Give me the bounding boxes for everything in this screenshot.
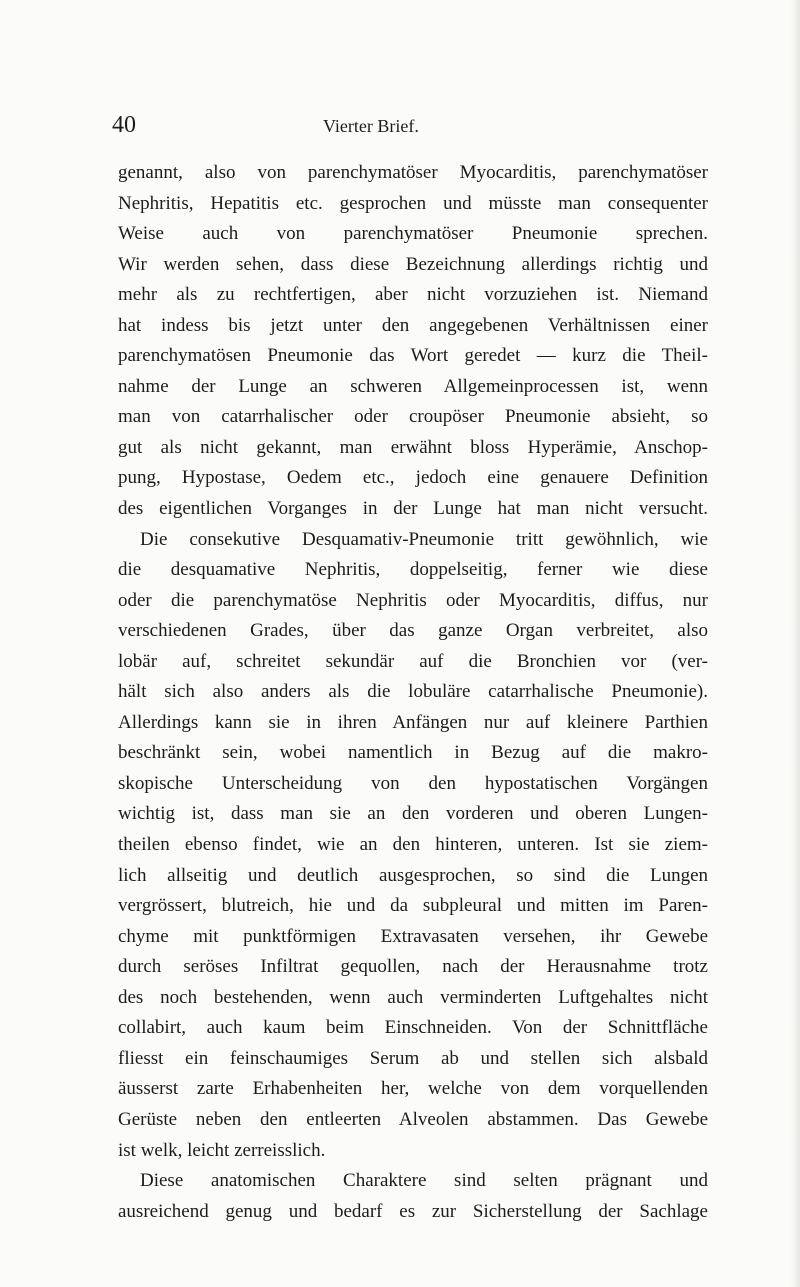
- text-line: fliesst ein feinschaumiges Serum ab und stellen sich alsbald: [118, 1047, 708, 1069]
- text-line: äusserst zarte Erhabenheiten her, welche von dem vorquellenden: [118, 1078, 708, 1100]
- text-line: lobär auf, schreitet sekundär auf die Bronchien vor (ver-: [118, 650, 708, 672]
- text-line: gut als nicht gekannt, man erwähnt bloss Hyperämie, Anschop-: [118, 436, 708, 458]
- text-line: Nephritis, Hepatitis etc. gesprochen und müsste man consequenter: [118, 192, 708, 214]
- text-line: Allerdings kann sie in ihren Anfängen nur auf kleinere Parthien: [118, 711, 708, 733]
- text-line: hat indess bis jetzt unter den angegebenen Verhältnissen einer: [118, 314, 708, 336]
- text-line: vergrössert, blutreich, hie und da subpleural und mitten im Paren-: [118, 895, 708, 917]
- text-line: ausreichend genug und bedarf es zur Sicherstellung der Sachlage: [118, 1200, 708, 1222]
- text-line: genannt, also von parenchymatöser Myocarditis, parenchymatöser: [118, 162, 708, 183]
- text-line: collabirt, auch kaum beim Einschneiden. Von der Schnittfläche: [118, 1017, 708, 1039]
- page-number: 40: [112, 112, 136, 138]
- text-line: oder die parenchymatöse Nephritis oder Myocarditis, diffus, nur: [118, 589, 708, 611]
- running-header: [112, 112, 712, 142]
- text-line: Gerüste neben den entleerten Alveolen abstammen. Das Gewebe: [118, 1108, 708, 1130]
- text-line: nahme der Lunge an schweren Allgemeinprocessen ist, wenn: [118, 375, 708, 397]
- text-line: chyme mit punktförmigen Extravasaten versehen, ihr Gewebe: [118, 925, 708, 947]
- text-line: Die consekutive Desquamativ-Pneumonie tritt gewöhnlich, wie: [140, 528, 708, 550]
- text-line: beschränkt sein, wobei namentlich in Bezug auf die makro-: [118, 742, 708, 764]
- text-line: wichtig ist, dass man sie an den vorderen und oberen Lungen-: [118, 803, 708, 825]
- text-line: Diese anatomischen Charaktere sind selten prägnant und: [140, 1170, 708, 1192]
- text-line: Weise auch von parenchymatöser Pneumonie sprechen.: [118, 223, 708, 245]
- text-line: pung, Hypostase, Oedem etc., jedoch eine genauere Definition: [118, 467, 708, 489]
- text-line: theilen ebenso findet, wie an den hinteren, unteren. Ist sie ziem-: [118, 834, 708, 856]
- text-line: parenchymatösen Pneumonie das Wort geredet — kurz die Theil-: [118, 345, 708, 367]
- text-line: verschiedenen Grades, über das ganze Organ verbreitet, also: [118, 620, 708, 642]
- text-line: des noch bestehenden, wenn auch verminderten Luftgehaltes nicht: [118, 986, 708, 1008]
- text-line: man von catarrhalischer oder croupöser Pneumonie absieht, so: [118, 406, 708, 428]
- page-edge-shadow: [790, 0, 800, 1287]
- chapter-title: Vierter Brief.: [323, 116, 419, 136]
- text-line: skopische Unterscheidung von den hypostatischen Vorgängen: [118, 772, 708, 794]
- text-line: die desquamative Nephritis, doppelseitig, ferner wie diese: [118, 559, 708, 581]
- text-line: ist welk, leicht zerreisslich.: [118, 1139, 326, 1161]
- text-line: mehr als zu rechtfertigen, aber nicht vorzuziehen ist. Niemand: [118, 284, 708, 306]
- text-line: lich allseitig und deutlich ausgesprochen, so sind die Lungen: [118, 864, 708, 886]
- body-text: [118, 158, 708, 1227]
- text-line: durch seröses Infiltrat gequollen, nach der Herausnahme trotz: [118, 956, 708, 978]
- text-line: hält sich also anders als die lobuläre catarrhalische Pneumonie).: [118, 681, 708, 703]
- text-line: des eigentlichen Vorganges in der Lunge hat man nicht versucht.: [118, 498, 708, 520]
- text-line: Wir werden sehen, dass diese Bezeichnung allerdings richtig und: [118, 253, 708, 275]
